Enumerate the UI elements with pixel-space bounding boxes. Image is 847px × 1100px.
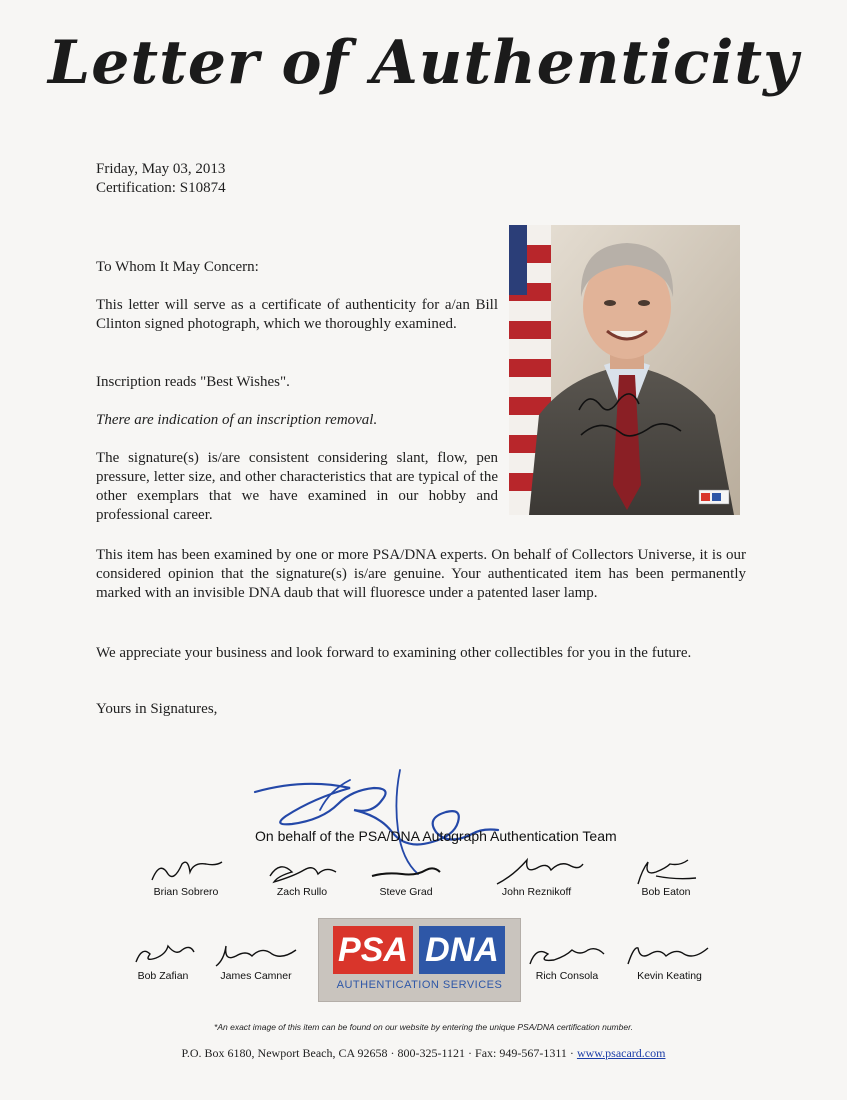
certification-number: Certification: S10874 [96,180,226,196]
psa-dna-logo [318,918,521,1002]
signature-kevin-keating [622,940,717,982]
letter-date: Friday, May 03, 2013 [96,161,226,177]
signature-james-camner [206,940,306,982]
signer-name: James Camner [220,970,292,982]
signature-rich-consola [522,940,612,982]
inscription-paragraph: Inscription reads "Best Wishes". [96,374,290,390]
salutation: To Whom It May Concern: [96,259,259,275]
inscription-removal-note: There are indication of an inscription removal. [96,412,378,428]
signature-bob-eaton [626,856,706,898]
letter-meta [96,160,226,198]
authentication-team-line: On behalf of the PSA/DNA Autograph Authentication Team [255,828,617,844]
website-link[interactable]: www.psacard.com [576,1046,666,1060]
appreciation-paragraph: We appreciate your business and look forward to examining other collectibles for you in the future. [96,645,692,661]
dna-mark: DNA [419,926,505,974]
photograph-image [509,225,740,515]
certification-footnote: *An exact image of this item can be found on our website by entering the unique PSA/DNA certification number. [214,1022,633,1032]
signature-bob-zafian [128,940,198,982]
contact-address: P.O. Box 6180, Newport Beach, CA 92658 · 800-325-1121 · Fax: 949-567-1311 · [181,1046,577,1060]
signer-name: Bob Eaton [641,886,691,898]
contact-footer [0,1046,847,1061]
signed-photograph [509,225,740,515]
signature-analysis-paragraph: The signature(s) is/are consistent considering slant, flow, pen pressure, letter size, and other characteristics that are typical of the other exemplars that we have examined in our hobby and professional career. [96,450,498,523]
letter-title: Letter of Authenticity [48,28,799,98]
signer-name: Kevin Keating [637,970,702,982]
closing-line: Yours in Signatures, [96,701,218,717]
signature-steve-grad [366,856,446,898]
signer-name: Steve Grad [379,886,433,898]
signer-name: John Reznikoff [501,886,572,898]
signature-zach-rullo [262,856,342,898]
psa-mark: PSA [333,926,413,974]
signature-john-reznikoff [484,856,589,898]
examination-paragraph: This item has been examined by one or more PSA/DNA experts. On behalf of Collectors Universe, it is our considered opinion that the signature(s) is/are genuine. Your authenticated item has been permanently marked with an invisible DNA daub that will fluoresce under a patented laser lamp. [96,547,746,601]
intro-paragraph: This letter will serve as a certificate of authenticity for a/an Bill Clinton signed photograph, which we thoroughly examined. [96,297,498,332]
signer-name: Bob Zafian [137,970,189,982]
authentication-services-label: AUTHENTICATION SERVICES [336,979,503,991]
signer-name: Rich Consola [535,970,599,982]
signer-name: Brian Sobrero [153,886,219,898]
signer-name: Zach Rullo [276,886,328,898]
signature-brian-sobrero [146,856,226,898]
